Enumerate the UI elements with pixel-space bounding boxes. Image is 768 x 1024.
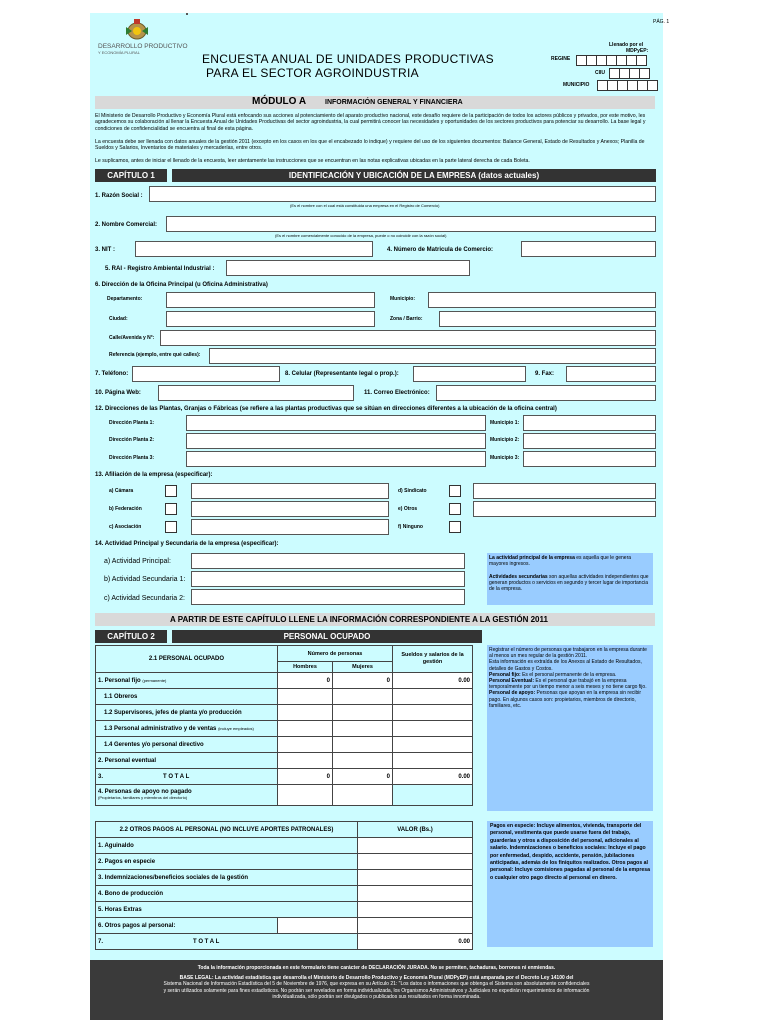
pago-label: 3. Indemnizaciones/beneficios sociales de la gestión <box>96 870 358 886</box>
actividad-label: 14. Actividad Principal y Secundaria de la empresa (especificar): <box>95 541 279 547</box>
otros-pagos-note: Pagos en especie: Incluye alimentos, vivienda, transporte del personal, vestimenta que puede usarse fuera del trabajo, guarderías y otros a disposición del personal, adicionales al salario. Indemnizaciones o beneficios sociales: Incluye el pago por enfermedad, despido, accidente, pensión, jubilaciones anticipadas, además de los finiquitos realizados. Otros pagos al personal: Incluye comisiones pagadas al personal de la empresa o cualquier otro pago directo al personal en dinero. <box>487 821 653 947</box>
table-row <box>96 785 473 806</box>
razon-social-label: 1. Razón Social : <box>95 193 143 199</box>
survey-title-line-2: PARA EL SECTOR AGROINDUSTRIA <box>206 66 419 80</box>
note-fijo-bold: Personal fijo: <box>489 671 521 678</box>
matricula-input[interactable] <box>521 241 656 257</box>
regine-grid[interactable] <box>577 55 647 66</box>
municipio-1-input[interactable] <box>523 415 656 431</box>
note-principal-text: es aquella que le genera mayores ingresos. <box>489 555 632 568</box>
hombres-cell[interactable] <box>278 737 333 753</box>
mujeres-total: 0 <box>333 769 393 785</box>
row-sub-text: (incluye empleados) <box>218 725 254 731</box>
correo-label: 11. Correo Electrónico: <box>364 390 430 396</box>
total-row <box>96 769 473 785</box>
table-row <box>96 886 473 902</box>
planta-3-label: Dirección Planta 3: <box>109 455 155 461</box>
nombre-comercial-note: (Es el nombre comercialmente conocido de la empresa, puede o no coincidir con la razón social) <box>275 233 447 238</box>
intro-paragraph-1: El Ministerio de Desarrollo Productivo y Economía Plural está enfocando sus acciones al potenciamiento del aparato productivo nacional, este desafío requiere de la participación de todos los actores públicos y privados, por este motivo, les agradecemos su colaboración al llenar la Encuesta Anual de Unidades Productivas del sector agroindustria, la cual permitirá conocer las necesidades y oportunidades de los sectores productivos para potenciar su desarrollo. La base legal y condiciones de confidencialidad se encuentra al final de esta página. <box>95 113 646 132</box>
mujeres-cell[interactable] <box>333 705 393 721</box>
gestion-banner: A PARTIR DE ESTE CAPÍTULO LLENE LA INFORMACIÓN CORRESPONDIENTE A LA GESTIÓN 2011 <box>170 615 548 624</box>
footer-line-3: Sistema Nacional de Información Estadística del 5 de Noviembre de 1976, que expresa en su Artículo 21: "Los datos o informaciones que obtenga el Sistema son absolutamente confidenciales <box>163 981 590 988</box>
footer-line-4: y serán utilizados solamente para fines estadísticos. No podrán ser revelados en forma individualizada, los Organismos Administrativos y Judiciales no expedirán requerimientos de información <box>163 987 590 994</box>
hombres-cell[interactable] <box>278 753 333 769</box>
note-principal-bold: La actividad principal de la empresa <box>489 555 575 561</box>
pago-label: 1. Aguinaldo <box>96 838 358 854</box>
fax-label: 9. Fax: <box>535 371 555 377</box>
chapter-2-label: CAPÍTULO 2 <box>95 630 167 643</box>
note-p2: Esta información es extraída de los Anexos al Estado de Resultados, detalles de Gastos y Costos. <box>489 659 642 672</box>
note-eventual: Es el personal que trabajó en la empresa temporalmente por un tiempo menor a seis meses y no tiene cargo fijo. <box>489 678 647 691</box>
camara-label: a) Cámara <box>109 488 134 494</box>
footer-line-1: Toda la información proporcionada en este formulario tiene carácter de DECLARACIÓN JURADA. No se permiten, tachaduras, borrones ni enmiendas. <box>197 965 556 971</box>
table-row <box>96 870 473 886</box>
valor-header: VALOR (Bs.) <box>358 822 473 838</box>
module-title: MÓDULO A <box>252 96 307 107</box>
ciudad-input[interactable] <box>166 311 375 327</box>
mujeres-header: Mujeres <box>333 662 393 673</box>
note-apoyo: Personas que apoyan en la empresa sin recibir pago. En algunos casos son: propietarios, miembros de directorio, familiares, etc. <box>489 690 642 709</box>
municipio-2-input[interactable] <box>523 433 656 449</box>
intro-paragraph-2: La encuesta debe ser llenada con datos anuales de la gestión 2011 (excepto en los casos en los que el encabezado lo indique) y requiere del uso de los siguientes documentos: Balance General, Estado de Resultados y Anexos; Planilla de Sueldos y Salarios, Inventarios de materiales y mercaderías, entre otros. <box>95 139 645 152</box>
hombres-cell[interactable] <box>278 689 333 705</box>
pago-total-value: 0.00 <box>358 934 473 950</box>
matricula-label: 4. Número de Matricula de Comercio: <box>387 247 494 253</box>
row-label: 1.4 Gerentes y/o personal directivo <box>96 737 278 753</box>
pago-label: 4. Bono de producción <box>96 886 358 902</box>
actividad-principal-input[interactable] <box>191 553 465 569</box>
nit-label: 3. NIT : <box>95 247 116 253</box>
pago-label: 2. Pagos en especie <box>96 854 358 870</box>
sueldos-cell[interactable] <box>393 705 473 721</box>
celular-label: 8. Celular (Representante legal o prop.): <box>285 371 399 377</box>
row-label: 1.1 Obreros <box>96 689 278 705</box>
otros-label: e) Otros <box>398 506 418 512</box>
municipio-grid[interactable] <box>598 80 658 91</box>
hombres-cell[interactable] <box>278 785 333 806</box>
hombres-cell[interactable] <box>278 705 333 721</box>
mujeres-cell[interactable] <box>333 753 393 769</box>
municipio-1-label: Municipio 1: <box>490 420 520 426</box>
personal-section-header: 2.1 PERSONAL OCUPADO <box>96 646 278 673</box>
sueldos-cell[interactable]: 0.00 <box>393 673 473 689</box>
table-row <box>96 673 473 689</box>
sindicato-label: d) Sindicato <box>398 488 427 494</box>
otros-input[interactable] <box>473 501 656 517</box>
camara-input[interactable] <box>191 483 389 499</box>
note-fijo: Es el personal permanente de la empresa. <box>520 671 617 678</box>
telefono-input[interactable] <box>132 366 280 382</box>
module-subtitle: INFORMACIÓN GENERAL Y FINANCIERA <box>325 99 463 106</box>
pago-label: 6. Otros pagos al personal: <box>96 918 278 934</box>
table-row <box>96 854 473 870</box>
logo-line-1: DESARROLLO PRODUCTIVO <box>98 43 188 50</box>
sindicato-checkbox[interactable] <box>449 485 461 497</box>
total-label <box>96 769 278 785</box>
planta-1-input[interactable] <box>186 415 486 431</box>
sueldos-total: 0.00 <box>393 769 473 785</box>
referencia-input[interactable] <box>209 348 656 364</box>
numero-header: Número de personas <box>278 646 393 662</box>
sindicato-input[interactable] <box>473 483 656 499</box>
mujeres-cell[interactable] <box>333 785 393 806</box>
table-row <box>96 689 473 705</box>
zona-label: Zona / Barrio: <box>390 316 423 322</box>
direccion-label: 6. Dirección de la Oficina Principal (u Oficina Administrativa) <box>95 282 268 288</box>
table-row <box>96 918 473 934</box>
form-sheet <box>90 13 670 1020</box>
otros-pagos-detail[interactable] <box>278 918 358 934</box>
municipio-input[interactable] <box>428 292 656 308</box>
hombres-cell[interactable]: 0 <box>278 673 333 689</box>
table-row <box>96 721 473 737</box>
chapter-2-title: PERSONAL OCUPADO <box>172 630 482 643</box>
ciiu-grid[interactable] <box>610 68 650 79</box>
row-label <box>96 721 278 737</box>
table-row <box>96 838 473 854</box>
pago-total-number: 7. <box>98 938 104 945</box>
referencia-label: Referencia (ejemplo, entre qué calles): <box>109 352 201 358</box>
fax-input[interactable] <box>566 366 656 382</box>
regine-label: REGINE <box>551 56 571 62</box>
pago-value[interactable] <box>358 902 473 918</box>
total-text: T O T A L <box>163 773 190 780</box>
ciudad-label: Ciudad: <box>109 316 128 322</box>
afiliacion-label: 13. Afiliación de la empresa (especificar): <box>95 472 213 478</box>
personal-ocupado-table <box>95 645 473 806</box>
table-row <box>96 902 473 918</box>
municipio-field-label: Municipio: <box>390 296 415 302</box>
note-p1: Registrar el número de personas que trabajaron en la empresa durante al menos un mes regular de la gestión 2011. <box>489 647 647 660</box>
sueldos-cell-disabled <box>393 785 473 806</box>
mujeres-cell[interactable] <box>333 737 393 753</box>
hombres-header: Hombres <box>278 662 333 673</box>
actividad-secundaria-2-label: c) Actividad Secundaria 2: <box>104 595 185 602</box>
pago-value[interactable] <box>358 854 473 870</box>
actividad-note <box>487 553 653 605</box>
plantas-label: 12. Direcciones de las Plantas, Granjas o Fábricas (se refiere a las plantas productivas que se sitúan en direcciones diferentes a la ubicación de la oficina central) <box>95 406 557 412</box>
zona-input[interactable] <box>439 311 656 327</box>
nombre-comercial-input[interactable] <box>166 216 656 232</box>
nombre-comercial-label: 2. Nombre Comercial: <box>95 222 158 228</box>
chapter-1-label: CAPÍTULO 1 <box>95 169 167 182</box>
actividad-secundaria-1-input[interactable] <box>191 571 465 587</box>
actividad-principal-label: a) Actividad Principal: <box>104 558 171 565</box>
office-heading-2: MDPyEP: <box>626 48 649 54</box>
otros-checkbox[interactable] <box>449 503 461 515</box>
table-row <box>96 753 473 769</box>
pago-value[interactable] <box>358 886 473 902</box>
footer-line-5: individualizada, sólo podrán ser divulgados o publicados sus resultados en forma innominada. <box>272 994 481 1001</box>
otros-pagos-table <box>95 821 473 950</box>
pago-total-text: T O T A L <box>193 938 220 945</box>
actividad-secundaria-1-label: b) Actividad Secundaria 1: <box>104 576 186 583</box>
personal-note <box>487 645 653 811</box>
departamento-input[interactable] <box>166 292 375 308</box>
actividad-secundaria-2-input[interactable] <box>191 589 465 605</box>
planta-2-input[interactable] <box>186 433 486 449</box>
pago-total-label <box>96 934 358 950</box>
asociacion-label: c) Asociación <box>109 524 142 530</box>
total-number: 3. <box>98 773 104 780</box>
survey-title-line-1: ENCUESTA ANUAL DE UNIDADES PRODUCTIVAS <box>202 52 494 66</box>
total-row <box>96 934 473 950</box>
municipio-3-input[interactable] <box>523 451 656 467</box>
row-label-text: 4. Personas de apoyo no pagado <box>98 789 192 795</box>
planta-3-input[interactable] <box>186 451 486 467</box>
sueldos-header: Sueldos y salarios de la gestión <box>393 646 473 673</box>
office-heading-1: Llenado por el <box>609 42 644 48</box>
coat-of-arms-icon <box>123 17 151 43</box>
pagina-web-label: 10. Página Web: <box>95 390 141 396</box>
row-label-text: 1. Personal fijo <box>98 677 141 684</box>
sueldos-cell[interactable] <box>393 721 473 737</box>
calle-input[interactable] <box>160 330 656 346</box>
note-eventual-bold: Personal Eventual: <box>489 678 535 685</box>
ninguno-checkbox[interactable] <box>449 521 461 533</box>
departamento-label: Departamento: <box>107 296 143 302</box>
row-label: 1.2 Supervisores, jefes de planta y/o producción <box>96 705 278 721</box>
otros-pagos-header: 2.2 OTROS PAGOS AL PERSONAL (NO INCLUYE APORTES PATRONALES) <box>96 822 358 838</box>
razon-social-note: (Es el nombre con el cual está constituida una empresa en el Registro de Comercio) <box>290 203 440 208</box>
mujeres-cell[interactable]: 0 <box>333 673 393 689</box>
page-number: PÁG. 1 <box>653 19 670 25</box>
row-label <box>96 673 278 689</box>
mujeres-cell[interactable] <box>333 721 393 737</box>
sueldos-cell[interactable] <box>393 753 473 769</box>
row-label <box>96 785 278 806</box>
chapter-1-title: IDENTIFICACIÓN Y UBICACIÓN DE LA EMPRESA (datos actuales) <box>172 169 656 182</box>
asociacion-checkbox[interactable] <box>165 521 177 533</box>
razon-social-input[interactable] <box>149 186 656 202</box>
sueldos-cell[interactable] <box>393 689 473 705</box>
note-secundaria-text: son aquellas actividades independientes que generan productos o servicios en segundo y tercer lugar de importancia de la empresa. <box>489 573 649 593</box>
planta-2-label: Dirección Planta 2: <box>109 437 155 443</box>
legal-footer <box>90 960 663 1020</box>
row-label-text: 1.3 Personal administrativo y de ventas <box>104 725 217 732</box>
spacer <box>186 13 188 15</box>
footer-line-2: BASE LEGAL: La actividad estadística que desarrolla el Ministerio de Desarrollo Productivo y Economía Plural (MDPyEP) está amparada por el Decreto Ley 14100 del <box>179 974 574 981</box>
nit-input[interactable] <box>135 241 373 257</box>
pago-value[interactable] <box>358 918 473 934</box>
sueldos-cell[interactable] <box>393 737 473 753</box>
intro-paragraph-3: Le suplicamos, antes de iniciar el llenado de la encuesta, leer atentamente las instrucciones que se encuentran en las notas explicativas ubicadas en la parte lateral derecha de cada Boleta. <box>95 158 530 164</box>
municipio-3-label: Municipio 3: <box>490 455 520 461</box>
note-apoyo-bold: Personal de apoyo: <box>489 690 536 697</box>
federacion-input[interactable] <box>191 501 389 517</box>
correo-input[interactable] <box>436 385 656 401</box>
row-sub-text: (Propietarios, familiares y miembros del directorio) <box>98 795 188 800</box>
federacion-checkbox[interactable] <box>165 503 177 515</box>
federacion-label: b) Federación <box>109 506 142 512</box>
telefono-label: 7. Teléfono: <box>95 371 129 377</box>
note-secundaria-bold: Actividades secundarias <box>489 573 548 580</box>
table-row <box>96 737 473 753</box>
hombres-total: 0 <box>278 769 333 785</box>
municipio-2-label: Municipio 2: <box>490 437 520 443</box>
celular-input[interactable] <box>413 366 526 382</box>
pago-value[interactable] <box>358 870 473 886</box>
rai-input[interactable] <box>226 260 470 276</box>
calle-label: Calle/Avenida y N°: <box>109 335 155 341</box>
table-row <box>96 705 473 721</box>
pago-value[interactable] <box>358 838 473 854</box>
pago-label: 5. Horas Extras <box>96 902 358 918</box>
ninguno-label: f) Ninguno <box>398 524 423 530</box>
mujeres-cell[interactable] <box>333 689 393 705</box>
rai-label: 5. RAI - Registro Ambiental Industrial : <box>105 266 215 272</box>
asociacion-input[interactable] <box>191 519 389 535</box>
hombres-cell[interactable] <box>278 721 333 737</box>
planta-1-label: Dirección Planta 1: <box>109 420 155 426</box>
pagina-web-input[interactable] <box>158 385 354 401</box>
row-sub-text: (permanente) <box>142 677 167 683</box>
camara-checkbox[interactable] <box>165 485 177 497</box>
ciiu-label: CIIU <box>595 70 605 76</box>
row-label: 2. Personal eventual <box>96 753 278 769</box>
logo-line-2: Y ECONOMÍA PLURAL <box>98 50 140 55</box>
municipio-label: MUNICIPIO <box>563 82 590 88</box>
